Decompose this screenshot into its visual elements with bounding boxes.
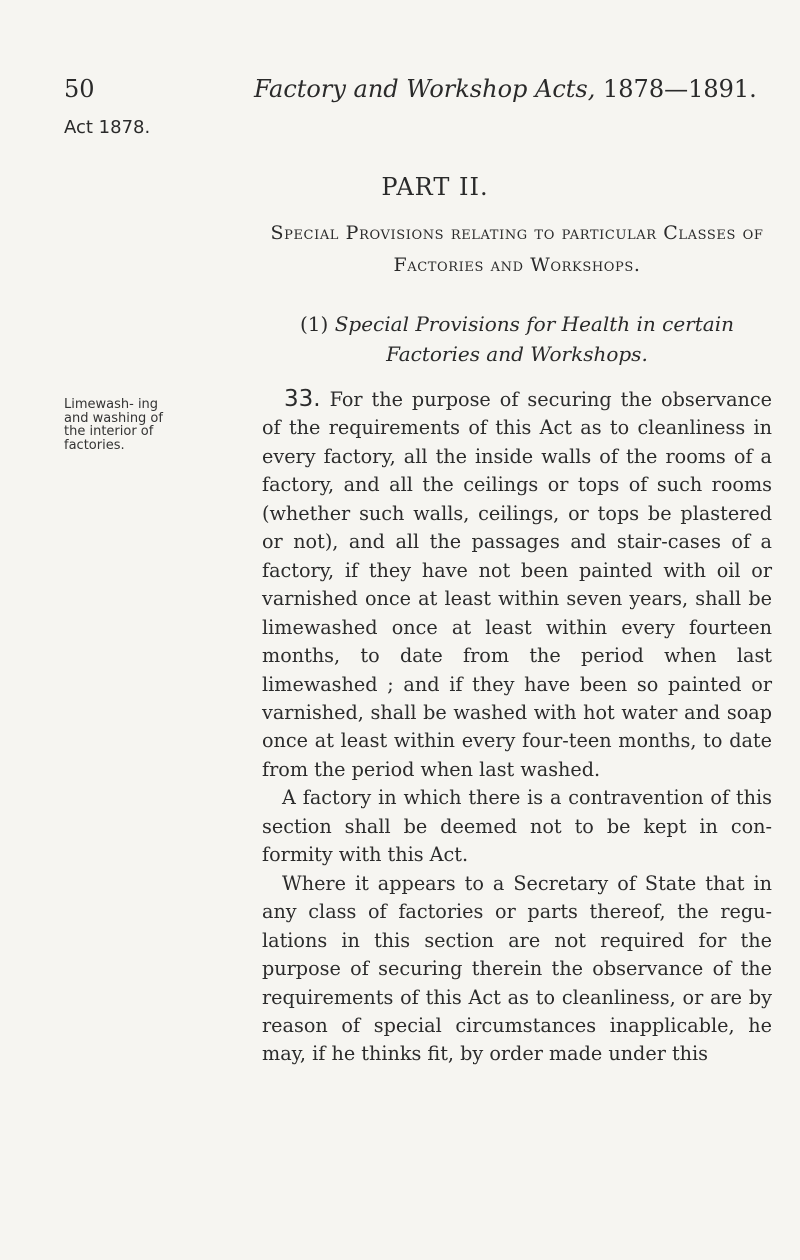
act-year-note: Act 1878. xyxy=(64,117,151,138)
running-title-years: 1878—1891. xyxy=(603,75,757,103)
part-label: PART xyxy=(381,173,451,201)
paragraph-text: For the purpose of securing the observance of the requirements of this Act as to cleanliness in every factory, all the inside walls of the rooms of a factory, and all the ceilings or tops of such rooms (whether such walls, ceilings, or tops be plastered or not), and all the passages and stair-cases of a factory, if they have not been painted with oil or varnished once at least within seven years, shall be limewashed once at least within every fourteen months, to date from the period when last limewashed ; and if they have been so painted or varnished, shall be washed with hot water and soap once at least within every four-teen months, to date from the period when last washed. xyxy=(262,388,772,781)
section-body xyxy=(262,385,772,1069)
subheading-text: Special Provisions for Health in certain Factories and Workshops. xyxy=(334,312,734,366)
part-number: II. xyxy=(458,173,489,201)
page-number: 50 xyxy=(64,75,95,103)
part-heading xyxy=(0,173,800,201)
running-title-italic: Factory and Workshop Acts, xyxy=(254,75,596,103)
subheading-number: (1) xyxy=(300,312,329,336)
running-title xyxy=(254,74,757,104)
section-number: 33. xyxy=(284,386,321,412)
paragraph: A factory in which there is a contravention of this section shall be deemed not to be kept in con-formity with this Act. xyxy=(262,786,772,867)
subheading xyxy=(262,309,772,369)
margin-note: Limewash- ing and washing of the interior of factories. xyxy=(64,397,163,453)
section-title: Special Provisions relating to particular Classes of Factories and Workshops. xyxy=(270,222,764,276)
paragraph xyxy=(262,385,772,784)
paragraph: Where it appears to a Secretary of State that in any class of factories or parts thereof, the regu-lations in this section are not required for the purpose of securing therein the observance of the requirements of this Act as to cleanliness, or are by reason of special circumstances inapplicable, he may, if he thinks fit, by order made under this xyxy=(262,871,772,1066)
